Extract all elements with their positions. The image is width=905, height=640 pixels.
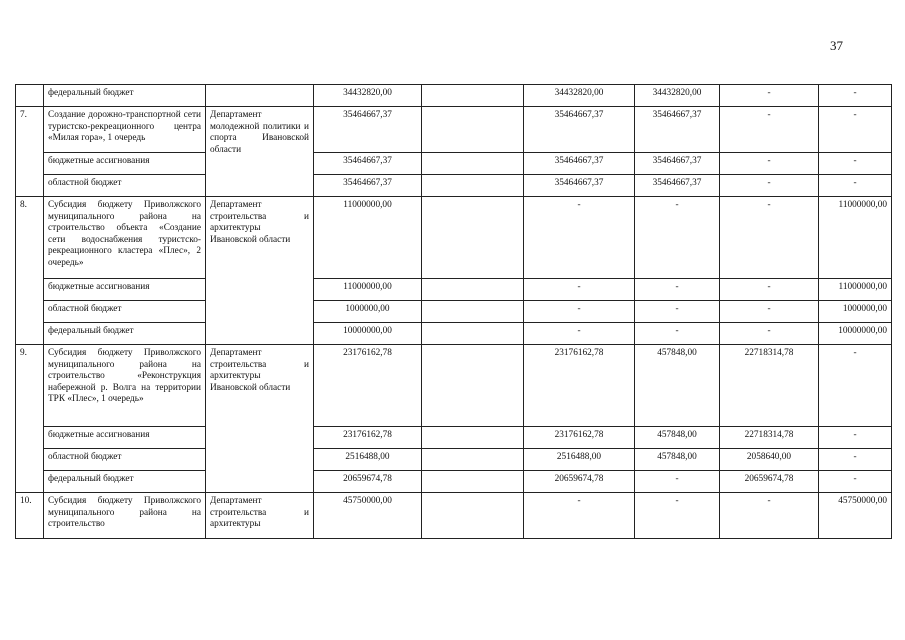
value-cell: - xyxy=(819,345,892,427)
table-row xyxy=(16,153,892,175)
value-cell: 457848,00 xyxy=(635,345,720,427)
value-cell: 20659674,78 xyxy=(720,471,819,493)
table-row xyxy=(16,449,892,471)
value-cell: 35464667,37 xyxy=(314,107,422,153)
row-label-cell: бюджетные ассигнования xyxy=(44,279,206,301)
empty-cell xyxy=(422,493,524,539)
value-cell: 23176162,78 xyxy=(524,427,635,449)
value-cell: 35464667,37 xyxy=(314,153,422,175)
value-cell: 22718314,78 xyxy=(720,427,819,449)
value-cell: 10000000,00 xyxy=(314,323,422,345)
value-cell: 35464667,37 xyxy=(635,153,720,175)
value-cell: - xyxy=(524,301,635,323)
row-label-cell: федеральный бюджет xyxy=(44,85,206,107)
value-cell: 2058640,00 xyxy=(720,449,819,471)
value-cell: 35464667,37 xyxy=(524,107,635,153)
table-row xyxy=(16,175,892,197)
value-cell: 23176162,78 xyxy=(524,345,635,427)
row-label-cell: областной бюджет xyxy=(44,175,206,197)
department-cell xyxy=(206,85,314,107)
row-number-cell xyxy=(16,85,44,107)
value-cell: 1000000,00 xyxy=(314,301,422,323)
empty-cell xyxy=(422,279,524,301)
item-name-cell: Субсидия бюджету Приволжского муниципального района на строительство xyxy=(44,493,206,539)
value-cell: 23176162,78 xyxy=(314,345,422,427)
value-cell: - xyxy=(635,301,720,323)
value-cell: 457848,00 xyxy=(635,427,720,449)
value-cell: - xyxy=(819,107,892,153)
row-label-cell: федеральный бюджет xyxy=(44,471,206,493)
value-cell: 11000000,00 xyxy=(314,197,422,279)
table-row xyxy=(16,85,892,107)
value-cell: 11000000,00 xyxy=(819,279,892,301)
value-cell: - xyxy=(720,197,819,279)
row-number-cell: 7. xyxy=(16,107,44,197)
value-cell: - xyxy=(819,427,892,449)
item-name-cell: Субсидия бюджету Приволжского муниципального района на строительство «Реконструкция набережной р. Волга на территории ТРК «Плес», 1 очередь» xyxy=(44,345,206,427)
table-row xyxy=(16,301,892,323)
value-cell: - xyxy=(524,197,635,279)
value-cell: - xyxy=(819,153,892,175)
value-cell: - xyxy=(819,175,892,197)
empty-cell xyxy=(422,471,524,493)
value-cell: - xyxy=(720,279,819,301)
budget-table xyxy=(15,84,892,539)
value-cell: 1000000,00 xyxy=(819,301,892,323)
value-cell: 34432820,00 xyxy=(524,85,635,107)
department-cell: Департамент молодежной политики и спорта Ивановской области xyxy=(206,107,314,197)
value-cell: - xyxy=(524,323,635,345)
value-cell: - xyxy=(720,175,819,197)
table-row xyxy=(16,107,892,153)
value-cell: 35464667,37 xyxy=(635,107,720,153)
empty-cell xyxy=(422,449,524,471)
value-cell: - xyxy=(720,107,819,153)
value-cell: 2516488,00 xyxy=(314,449,422,471)
value-cell: 34432820,00 xyxy=(314,85,422,107)
row-number-cell: 8. xyxy=(16,197,44,345)
value-cell: - xyxy=(720,153,819,175)
value-cell: 35464667,37 xyxy=(314,175,422,197)
value-cell: 35464667,37 xyxy=(524,175,635,197)
row-label-cell: областной бюджет xyxy=(44,449,206,471)
value-cell: - xyxy=(524,279,635,301)
value-cell: - xyxy=(635,323,720,345)
table-row xyxy=(16,279,892,301)
value-cell: 2516488,00 xyxy=(524,449,635,471)
value-cell: 45750000,00 xyxy=(314,493,422,539)
value-cell: - xyxy=(635,493,720,539)
department-cell: Департамент строительства и архитектуры Ивановской области xyxy=(206,345,314,493)
value-cell: - xyxy=(524,493,635,539)
empty-cell xyxy=(422,301,524,323)
row-label-cell: областной бюджет xyxy=(44,301,206,323)
table-row xyxy=(16,345,892,427)
empty-cell xyxy=(422,345,524,427)
value-cell: - xyxy=(819,85,892,107)
value-cell: - xyxy=(819,471,892,493)
row-number-cell: 9. xyxy=(16,345,44,493)
table-row xyxy=(16,427,892,449)
row-label-cell: федеральный бюджет xyxy=(44,323,206,345)
table-row xyxy=(16,197,892,279)
empty-cell xyxy=(422,107,524,153)
value-cell: - xyxy=(635,471,720,493)
row-label-cell: бюджетные ассигнования xyxy=(44,427,206,449)
item-name-cell: Создание дорожно-транспортной сети туристско-рекреационного центра «Милая гора», 1 очередь xyxy=(44,107,206,153)
table-row xyxy=(16,323,892,345)
value-cell: - xyxy=(720,85,819,107)
empty-cell xyxy=(422,85,524,107)
value-cell: - xyxy=(720,493,819,539)
value-cell: 20659674,78 xyxy=(314,471,422,493)
department-cell: Департамент строительства и архитектуры xyxy=(206,493,314,539)
value-cell: 22718314,78 xyxy=(720,345,819,427)
empty-cell xyxy=(422,197,524,279)
empty-cell xyxy=(422,427,524,449)
table-row xyxy=(16,493,892,539)
value-cell: 23176162,78 xyxy=(314,427,422,449)
value-cell: 10000000,00 xyxy=(819,323,892,345)
value-cell: - xyxy=(720,323,819,345)
department-cell: Департамент строительства и архитектуры Ивановской области xyxy=(206,197,314,345)
value-cell: 20659674,78 xyxy=(524,471,635,493)
page-number: 37 xyxy=(830,38,843,53)
empty-cell xyxy=(422,153,524,175)
row-number-cell: 10. xyxy=(16,493,44,539)
value-cell: - xyxy=(819,449,892,471)
value-cell: 45750000,00 xyxy=(819,493,892,539)
value-cell: 35464667,37 xyxy=(635,175,720,197)
value-cell: - xyxy=(720,301,819,323)
value-cell: 11000000,00 xyxy=(314,279,422,301)
value-cell: - xyxy=(635,197,720,279)
table-row xyxy=(16,471,892,493)
value-cell: 35464667,37 xyxy=(524,153,635,175)
item-name-cell: Субсидия бюджету Приволжского муниципального района на строительство объекта «Создание сети водоснабжения туристско-рекреационного кластера «Плес», 2 очередь» xyxy=(44,197,206,279)
value-cell: 11000000,00 xyxy=(819,197,892,279)
empty-cell xyxy=(422,323,524,345)
row-label-cell: бюджетные ассигнования xyxy=(44,153,206,175)
empty-cell xyxy=(422,175,524,197)
value-cell: 34432820,00 xyxy=(635,85,720,107)
value-cell: - xyxy=(635,279,720,301)
value-cell: 457848,00 xyxy=(635,449,720,471)
